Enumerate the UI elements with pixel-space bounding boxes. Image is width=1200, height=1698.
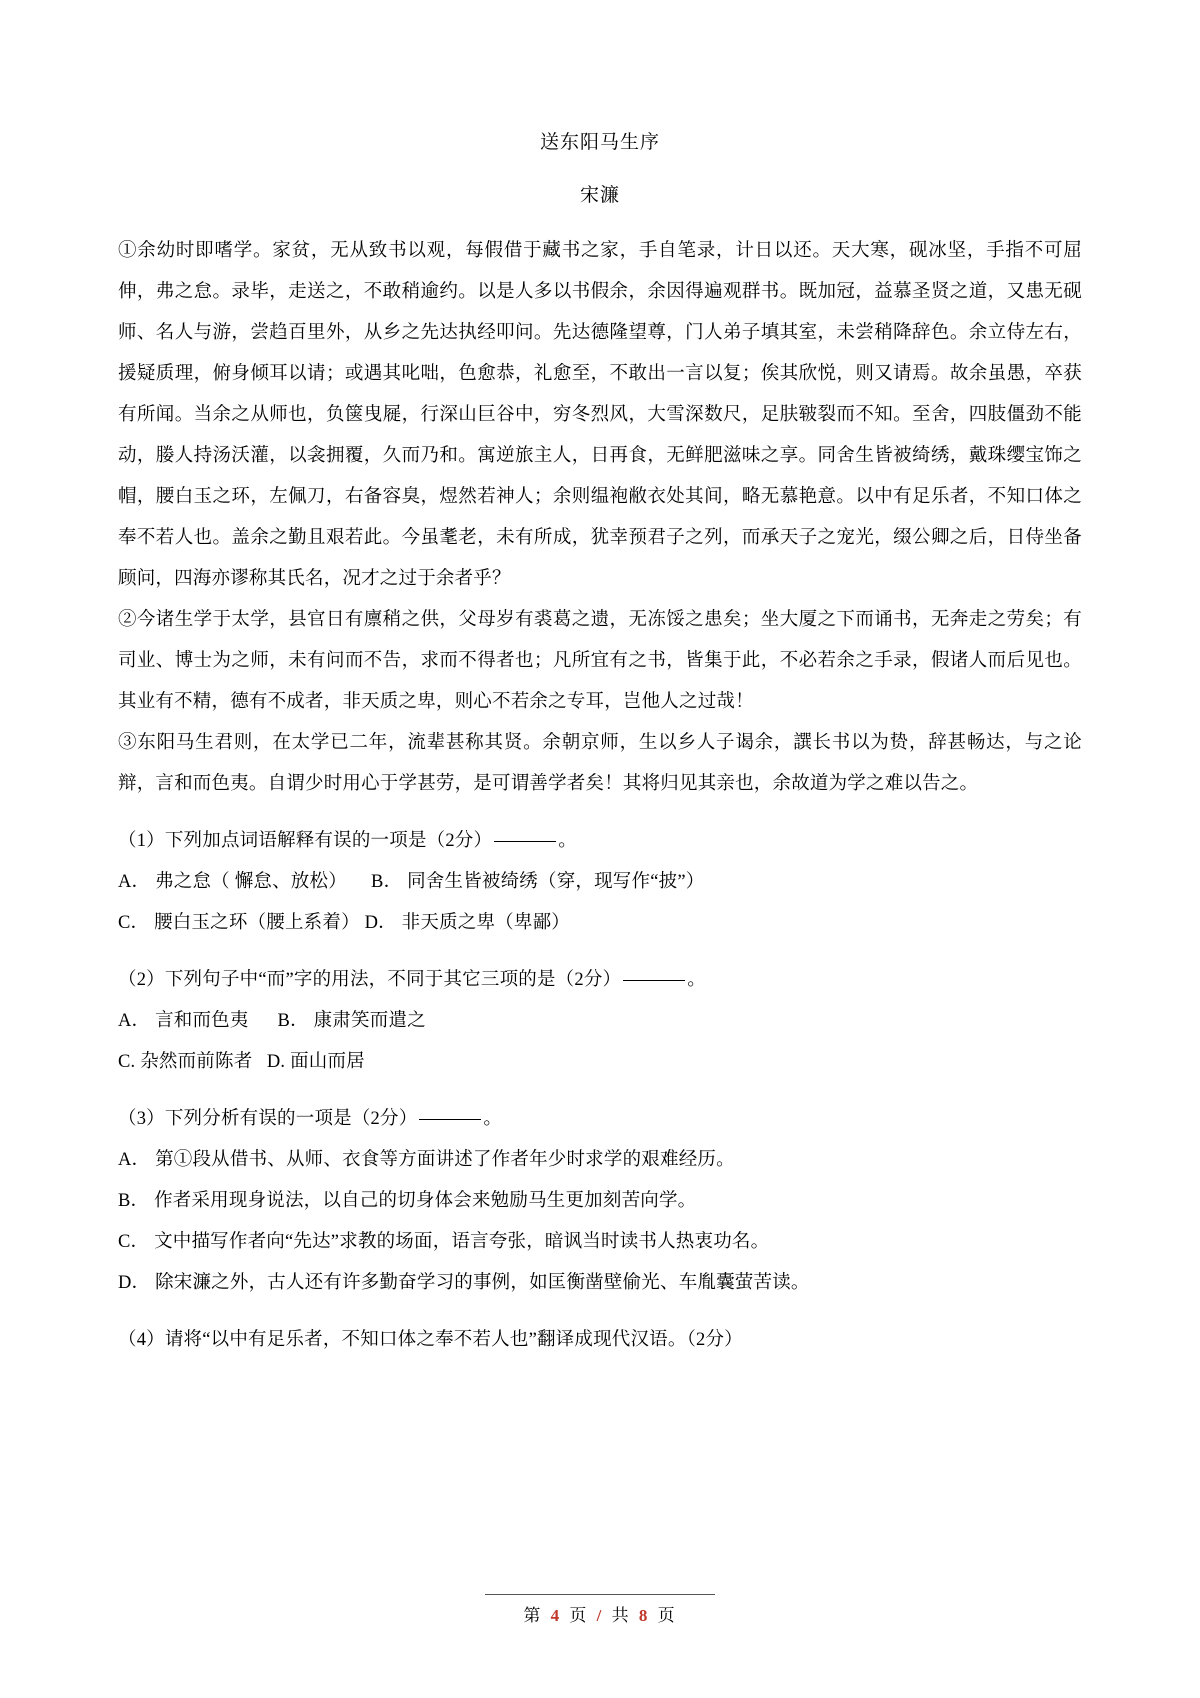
question-4-stem: （4）请将“以中有足乐者，不知口体之奉不若人也”翻译成现代汉语。（2分） [118,1330,743,1351]
page-footer-text [485,1594,715,1626]
question-3-stem [118,1099,1082,1140]
question-3-option-a[interactable]: A． 第①段从借书、从师、衣食等方面讲述了作者年少时求学的艰难经历。 [118,1150,735,1171]
question-3-stem-end: 。 [483,1109,503,1130]
footer-middle: 页 [569,1606,589,1625]
question-1-answer-blank[interactable] [494,840,556,842]
footer-total-pages: 8 [638,1606,650,1625]
question-2-stem [118,960,1082,1001]
footer-suffix: 共 [611,1606,631,1625]
passage-paragraph-2: ②今诸生学于太学，县官日有廪稍之供，父母岁有裘葛之遗，无冻馁之患矣；坐大厦之下而诵书，无奔走之劳矣；有司业、博士为之师，未有问而不告，求而不得者也；凡所宜有之书，皆集于此，不必若余之手录，假诸人而后见也。其业有不精，德有不成者，非天质之卑，则心不若余之专耳，岂他人之过哉！ [118,610,1082,713]
passage-paragraph-3: ③东阳马生君则，在太学已二年，流辈甚称其贤。余朝京师，生以乡人子谒余，譔长书以为贽，辞甚畅达，与之论辩，言和而色夷。自谓少时用心于学甚劳，是可谓善学者矣！其将归见其亲也，余故道为学之难以告之。 [118,733,1082,795]
footer-prefix: 第 [523,1606,543,1625]
question-2-option-row-2[interactable]: C. 杂然而前陈者 D. 面山而居 [118,1052,365,1073]
question-3-option-b[interactable]: B． 作者采用现身说法，以自己的切身体会来勉励马生更加刻苦向学。 [118,1191,697,1212]
question-3-option-c[interactable]: C． 文中描写作者向“先达”求教的场面，语言夸张，暗讽当时读书人热衷功名。 [118,1232,770,1253]
question-3-option-d[interactable]: D． 除宋濂之外，古人还有许多勤奋学习的事例，如匡衡凿壁偷光、车胤囊萤苦读。 [118,1273,810,1294]
question-2-answer-blank[interactable] [623,979,685,981]
question-3-stem-text: （3）下列分析有误的一项是（2分） [118,1109,418,1130]
footer-current-page: 4 [550,1606,562,1625]
question-1-stem-end: 。 [558,831,577,852]
footer-unit: 页 [657,1606,677,1625]
question-3 [118,1099,1082,1304]
question-2 [118,960,1082,1083]
page-title: 送东阳马生序 [539,132,660,153]
question-1-option-row-2[interactable]: C． 腰白玉之环（腰上系着） D． 非天质之卑（卑鄙） [118,913,570,934]
page-footer [0,1594,1200,1626]
question-1-option-row-1[interactable]: A． 弗之怠（ 懈怠、放松） B． 同舍生皆被绮绣（穿，现写作“披”） [118,872,705,893]
question-1-stem [118,821,1082,862]
question-2-stem-end: 。 [687,970,706,991]
question-4 [118,1320,1082,1361]
question-2-option-row-1[interactable]: A． 言和而色夷 B． 康肃笑而遣之 [118,1011,426,1032]
footer-separator: / [596,1606,604,1625]
question-1-stem-text: （1）下列加点词语解释有误的一项是（2分） [118,831,493,852]
question-3-answer-blank[interactable] [419,1118,481,1120]
question-2-stem-text: （2）下列句子中“而”字的用法，不同于其它三项的是（2分） [118,970,622,991]
passage-paragraph-1: ①余幼时即嗜学。家贫，无从致书以观，每假借于藏书之家，手自笔录，计日以还。天大寒，砚冰坚，手指不可屈伸，弗之怠。录毕，走送之，不敢稍逾约。以是人多以书假余，余因得遍观群书。既加冠，益慕圣贤之道，又患无砚师、名人与游，尝趋百里外，从乡之先达执经叩问。先达德隆望尊，门人弟子填其室，未尝稍降辞色。余立侍左右，援疑质理，俯身倾耳以请；或遇其叱咄，色愈恭，礼愈至，不敢出一言以复；俟其欣悦，则又请焉。故余虽愚，卒获有所闻。当余之从师也，负箧曳屣，行深山巨谷中，穷冬烈风，大雪深数尺，足肤皲裂而不知。至舍，四肢僵劲不能动，媵人持汤沃灌，以衾拥覆，久而乃和。寓逆旅主人，日再食，无鲜肥滋味之享。同舍生皆被绮绣，戴珠缨宝饰之帽，腰白玉之环，左佩刀，右备容臭，煜然若神人；余则缊袍敝衣处其间，略无慕艳意。以中有足乐者，不知口体之奉不若人也。盖余之勤且艰若此。今虽耄老，未有所成，犹幸预君子之列，而承天子之宠光，缀公卿之后，日侍坐备顾问，四海亦谬称其氏名，况才之过于余者乎？ [118,241,1082,590]
document-author: 宋濂 [579,184,620,206]
question-1 [118,821,1082,944]
